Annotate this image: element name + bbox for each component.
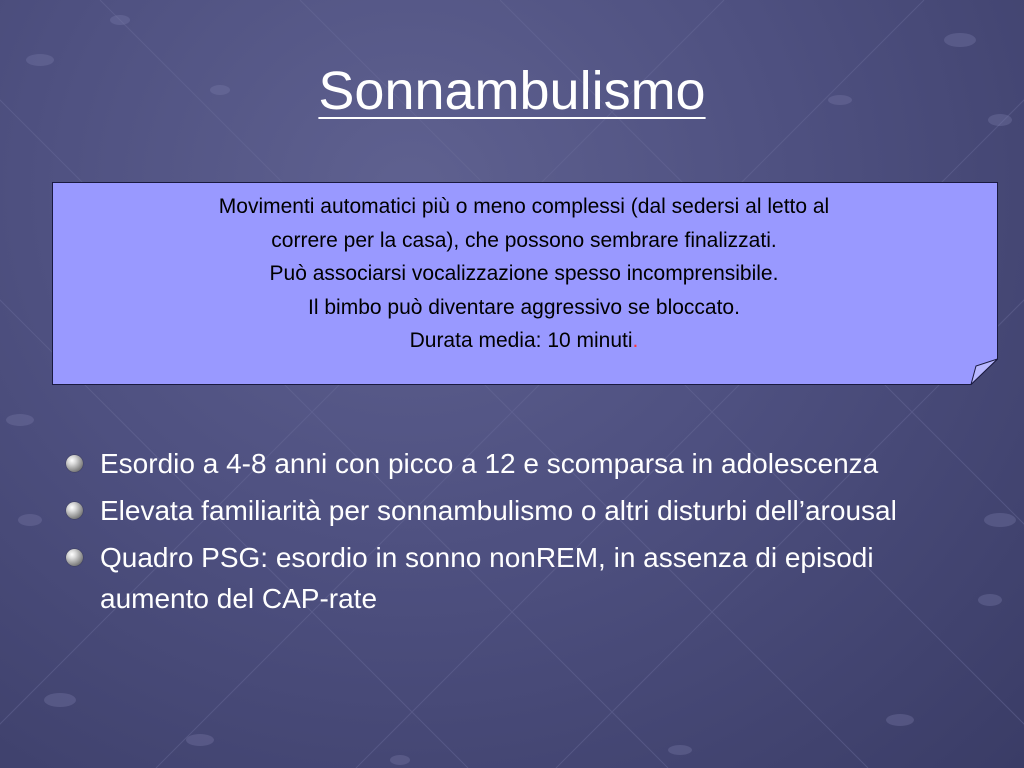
sphere-bullet-icon xyxy=(66,502,83,519)
note-line: correre per la casa), che possono sembrare finalizzati. xyxy=(271,228,777,252)
note-text xyxy=(64,190,984,358)
note-line: Il bimbo può diventare aggressivo se bloccato. xyxy=(308,295,740,319)
bullet-text: Esordio a 4-8 anni con picco a 12 e scomparsa in adolescenza xyxy=(100,448,879,479)
bullet-text: Quadro PSG: esordio in sonno nonREM, in assenza di episodi aumento del CAP-rate xyxy=(100,542,874,614)
slide-title: Sonnambulismo xyxy=(318,61,706,121)
bullet-text: Elevata familiarità per sonnambulismo o altri disturbi dell’arousal xyxy=(100,495,897,526)
list-item xyxy=(64,443,964,484)
sphere-bullet-icon xyxy=(66,549,83,566)
list-item xyxy=(64,537,964,619)
note-line: Può associarsi vocalizzazione spesso incomprensibile. xyxy=(269,262,779,285)
note-line xyxy=(64,324,984,358)
note-line: Movimenti automatici più o meno complessi (dal sedersi al letto al xyxy=(218,195,830,218)
duration-text: Durata media: 10 minuti xyxy=(409,329,633,352)
accent-dot: . xyxy=(632,329,639,352)
callout-note xyxy=(52,182,998,385)
list-item xyxy=(64,490,964,531)
bullet-list xyxy=(64,443,964,625)
sphere-bullet-icon xyxy=(66,455,83,472)
